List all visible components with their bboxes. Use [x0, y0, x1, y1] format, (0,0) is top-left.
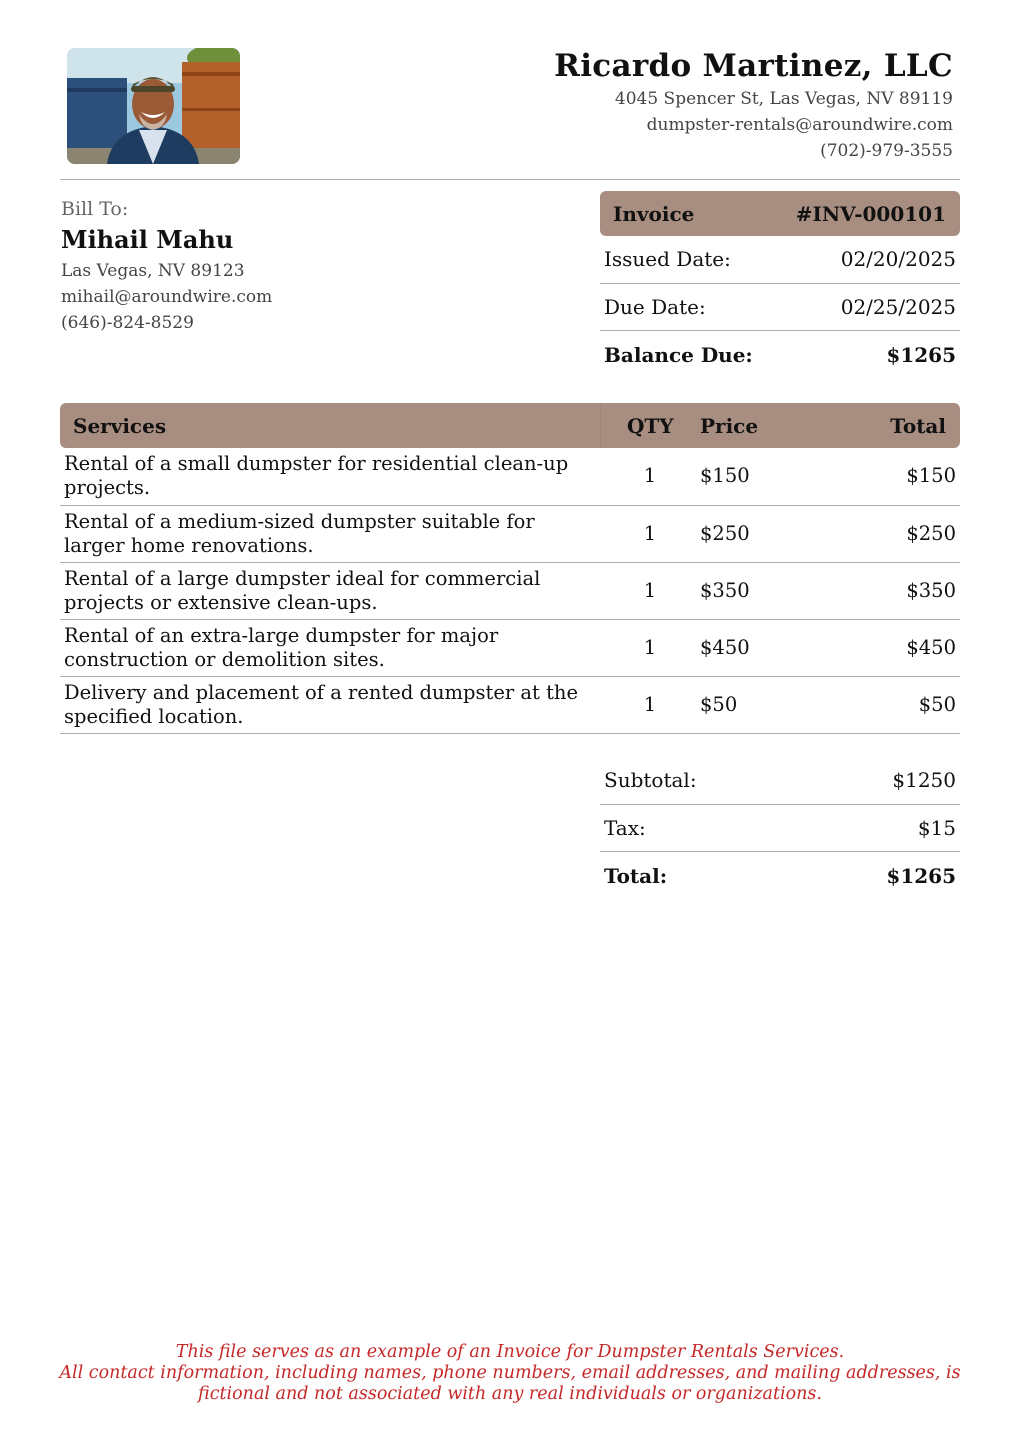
balance-due-value: $1265 — [886, 342, 956, 367]
service-price: $350 — [700, 562, 840, 619]
balance-due-label: Balance Due: — [604, 342, 753, 367]
company-photo — [67, 48, 240, 164]
disclaimer-line: All contact information, including names, phone numbers, email addresses, and mailing addresses, is — [59, 1363, 961, 1383]
service-qty: 1 — [600, 619, 700, 676]
company-name: Ricardo Martinez, LLC — [554, 48, 953, 84]
service-price: $50 — [700, 676, 840, 733]
issued-date-value: 02/20/2025 — [840, 247, 956, 272]
subtotal-value: $1250 — [892, 768, 956, 793]
service-price: $150 — [700, 448, 840, 505]
tax-label: Tax: — [604, 815, 646, 840]
table-row — [60, 676, 960, 733]
subtotal-label: Subtotal: — [604, 768, 697, 793]
due-date-value: 02/25/2025 — [840, 294, 956, 319]
bill-to-section — [61, 196, 272, 336]
service-description: Rental of a large dumpster ideal for commercial projects or extensive clean-ups. — [60, 562, 600, 619]
total-header: Total — [890, 413, 946, 438]
grand-total-row — [600, 852, 960, 900]
invoice-number: #INV-000101 — [795, 201, 946, 226]
service-qty: 1 — [600, 448, 700, 505]
services-table — [60, 403, 960, 734]
service-price: $450 — [700, 619, 840, 676]
company-email: dumpster-rentals@aroundwire.com — [646, 115, 953, 135]
table-row — [60, 619, 960, 676]
subtotal-row — [600, 757, 960, 805]
service-qty: 1 — [600, 505, 700, 562]
bill-to-label: Bill To: — [61, 198, 129, 220]
table-header-row — [60, 403, 960, 448]
service-price: $250 — [700, 505, 840, 562]
service-total: $450 — [840, 619, 960, 676]
client-name: Mihail Mahu — [61, 225, 234, 254]
service-description: Rental of an extra-large dumpster for major construction or demolition sites. — [60, 619, 600, 676]
totals-section — [600, 757, 960, 900]
service-total: $250 — [840, 505, 960, 562]
invoice-label: Invoice — [613, 201, 695, 226]
service-total: $50 — [840, 676, 960, 733]
invoice-meta — [600, 191, 960, 379]
price-header: Price — [700, 413, 759, 438]
disclaimer-line: This file serves as an example of an Invoice for Dumpster Rentals Services. — [175, 1342, 845, 1362]
company-address: 4045 Spencer St, Las Vegas, NV 89119 — [614, 89, 953, 109]
service-description: Rental of a medium-sized dumpster suitable for larger home renovations. — [60, 505, 600, 562]
balance-due-row — [600, 331, 960, 379]
grand-total-label: Total: — [604, 863, 668, 888]
client-email: mihail@aroundwire.com — [61, 287, 273, 307]
issued-date-label: Issued Date: — [604, 247, 731, 272]
client-address: Las Vegas, NV 89123 — [61, 261, 245, 281]
due-date-label: Due Date: — [604, 294, 706, 319]
grand-total-value: $1265 — [886, 863, 956, 888]
disclaimer-footer — [0, 1342, 1020, 1405]
tax-value: $15 — [917, 815, 956, 840]
company-phone: (702)-979-3555 — [820, 141, 953, 161]
service-qty: 1 — [600, 676, 700, 733]
service-qty: 1 — [600, 562, 700, 619]
service-total: $350 — [840, 562, 960, 619]
company-info — [554, 46, 953, 164]
service-description: Delivery and placement of a rented dumpster at the specified location. — [60, 676, 600, 733]
due-date-row — [600, 284, 960, 332]
header-divider — [60, 179, 960, 180]
service-description: Rental of a small dumpster for residential clean-up projects. — [60, 448, 600, 505]
issued-date-row — [600, 236, 960, 284]
services-header: Services — [60, 403, 600, 448]
invoice-header-bar — [600, 191, 960, 236]
table-row — [60, 448, 960, 505]
tax-row — [600, 805, 960, 853]
service-total: $150 — [840, 448, 960, 505]
client-phone: (646)-824-8529 — [61, 313, 194, 333]
table-row — [60, 562, 960, 619]
disclaimer-line: fictional and not associated with any real individuals or organizations. — [198, 1384, 822, 1404]
qty-header: QTY — [626, 413, 674, 438]
table-row — [60, 505, 960, 562]
